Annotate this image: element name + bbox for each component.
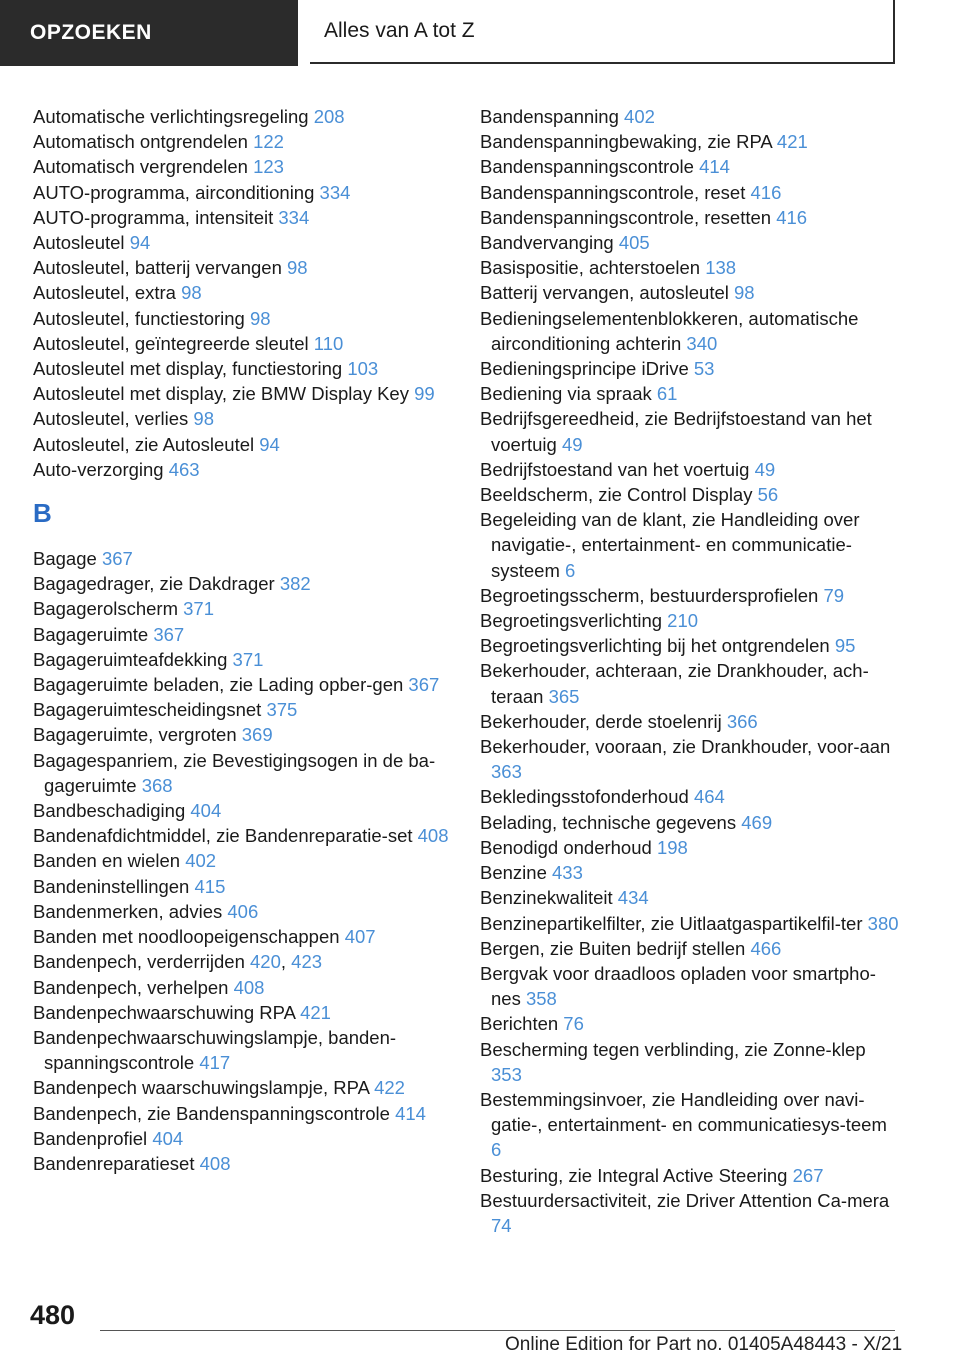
page-ref-link[interactable]: 122 [253,131,284,153]
page-ref-link[interactable]: 406 [227,900,259,922]
entry-text: Bandenmerken, advies [33,900,223,922]
footer-divider [100,1330,895,1331]
entry-text: Besturing, zie Integral Active Steering [480,1164,788,1186]
entry-text: Bandenspanning [480,106,619,127]
page-ref-link[interactable]: 421 [776,131,808,153]
footer-edition: Online Edition for Part no. 01405A48443 - X/21 [505,1334,903,1355]
entry-text: Begroetingsverlichting bij het ontgrendelen [480,635,830,657]
index-entry [480,129,900,154]
index-entry [33,104,453,129]
index-entry [33,823,453,848]
entry-text: Bekerhouder, derde stoelenrij [480,710,722,732]
page-ref-link[interactable]: 371 [183,598,215,620]
entry-text: Bekledingsstofonderhoud [480,786,689,808]
entry-text: Bedieningsprincipe iDrive [480,358,689,380]
page-ref-link[interactable]: 79 [823,584,845,606]
entry-text: Batterij vervangen, autosleutel [480,282,729,304]
page-ref-link[interactable]: 421 [300,1001,331,1023]
ref-separator: , [280,951,292,973]
index-entry [480,583,900,608]
entry-text: Bagageruimte, vergroten [33,724,237,746]
page-ref-link[interactable]: 61 [656,383,678,405]
page-ref-link[interactable]: 56 [757,484,779,506]
page-ref-link[interactable]: 98 [287,257,308,279]
entry-text: Benzinekwaliteit [480,887,613,909]
page-ref-link[interactable]: 365 [548,685,580,707]
entry-text: Bandenpechwaarschuwing RPA [33,1001,295,1023]
page-ref-link[interactable]: 340 [686,332,718,354]
index-entry [33,722,453,747]
page-ref-link[interactable]: 95 [834,635,856,657]
index-entry [480,205,900,230]
page-ref-link[interactable]: 371 [232,648,264,670]
page-ref-link[interactable]: 49 [561,433,583,455]
entry-text: Bescherming tegen verblinding, zie Zonne-klep [480,1038,866,1060]
index-entry [33,180,453,205]
index-entry [480,230,900,255]
index-entry [33,697,453,722]
index-entry [33,381,453,406]
index-entry [480,961,900,1011]
index-entry [480,406,900,456]
index-entry [33,129,453,154]
page-ref-link[interactable]: 367 [101,548,133,570]
page-ref-link[interactable]: 98 [193,408,214,430]
index-entry [33,1000,453,1025]
page-ref-link[interactable]: 358 [525,988,557,1010]
page-ref-link[interactable]: 417 [199,1052,231,1074]
index-entry [480,658,900,708]
index-entry [33,848,453,873]
entry-text: Bandenafdichtmiddel, zie Bandenreparatie-set [33,825,413,847]
entry-text: Begeleiding van de klant, zie Handleiding over navigatie-, entertainment- en communicatie-systeem [480,509,860,581]
index-entry [480,784,900,809]
entry-text: Bandenreparatieset [33,1152,195,1174]
page-ref-link[interactable]: 367 [408,674,440,696]
index-list-a [33,104,453,482]
index-entry [33,596,453,621]
index-entry [33,647,453,672]
page-ref-link[interactable]: 334 [278,206,310,228]
page-ref-link[interactable]: 433 [552,862,583,884]
entry-text: Bagage [33,548,97,570]
page-ref-link[interactable]: 94 [129,232,151,254]
page-ref-link[interactable]: 463 [168,458,200,480]
entry-text: Bandbeschadiging [33,800,186,822]
page-ref-link[interactable]: 98 [250,307,271,329]
index-entry [33,230,453,255]
index-entry [33,154,453,179]
entry-text: Bandenpech, zie Bandenspanningscontrole [33,1102,390,1124]
section-tab [0,0,298,66]
page-ref-link[interactable]: 123 [253,156,284,178]
page-ref-link[interactable]: 414 [395,1102,426,1124]
entry-text: Bergvak voor draadloos opladen voor smartpho-nes [480,962,876,1010]
page-ref-link[interactable]: 407 [344,926,376,948]
index-entry [33,331,453,356]
index-entry [33,571,453,596]
entry-text: Bandenpechwaarschuwingslampje, banden-spanningscontrole [33,1026,397,1074]
entry-text: Automatisch ontgrendelen [33,131,248,153]
index-entry [480,180,900,205]
index-entry [480,154,900,179]
index-entry [480,255,900,280]
entry-text: AUTO-programma, airconditioning [33,181,315,203]
page-number: 480 [30,1300,76,1330]
entry-text: Bandenspanningscontrole, reset [480,181,746,203]
page-ref-link[interactable]: 416 [750,181,782,203]
entry-text: Bagagedrager, zie Dakdrager [33,573,275,595]
index-column-left [33,104,453,1176]
entry-text: Bandenprofiel [33,1127,148,1149]
page-ref-link[interactable]: 49 [754,458,776,480]
page-ref-link[interactable]: 402 [185,850,217,872]
index-column-right [480,104,900,1238]
index-entry [480,507,900,583]
index-entry [480,306,900,356]
index-entry [33,205,453,230]
page-ref-link[interactable]: 210 [667,610,699,632]
entry-text: Belading, technische gegevens [480,811,737,833]
page-header [310,0,895,64]
index-entry [480,1188,900,1238]
entry-text: Bandenpech waarschuwingslampje, RPA [33,1077,369,1099]
page-ref-link[interactable]: 414 [699,156,730,178]
entry-text: Autosleutel, verlies [33,408,189,430]
entry-text: Bedrijfstoestand van het voertuig [480,458,750,480]
entry-text: Bestuurdersactiviteit, zie Driver Attention Ca-mera [480,1189,890,1211]
page-ref-link[interactable]: 469 [741,811,773,833]
index-entry [33,546,453,571]
page-ref-link[interactable]: 466 [750,937,782,959]
page-ref-link[interactable]: 99 [414,383,435,405]
index-entry [480,633,900,658]
page-ref-link[interactable]: 402 [624,106,655,127]
index-entry [33,1101,453,1126]
header-title: Alles van A tot Z [324,19,475,42]
entry-text: Autosleutel, extra [33,282,176,304]
index-entry [33,798,453,823]
entry-text: Autosleutel, zie Autosleutel [33,433,255,455]
entry-text: Auto-verzorging [33,458,164,480]
section-letter: B [33,498,52,529]
page-ref-link[interactable]: 74 [491,1214,512,1236]
page-ref-link[interactable]: 367 [153,623,185,645]
entry-text: Bedrijfsgereedheid, zie Bedrijfstoestand van het voertuig [480,408,872,455]
index-entry [33,899,453,924]
entry-text: Bekerhouder, achteraan, zie Drankhouder, ach-teraan [480,660,869,707]
entry-text: Berichten [480,1013,559,1035]
index-entry [480,709,900,734]
index-entry [33,280,453,305]
index-entry [480,810,900,835]
index-entry [33,622,453,647]
page-ref-link[interactable]: 408 [199,1152,231,1174]
index-entry [480,356,900,381]
page-ref-link[interactable]: 110 [313,332,344,354]
page-ref-link[interactable]: 405 [618,232,650,254]
page-ref-link[interactable]: 6 [491,1139,502,1161]
page-ref-link[interactable]: 408 [417,825,449,847]
page-ref-link[interactable]: 98 [181,282,202,304]
index-entry [480,734,900,784]
index-entry [33,457,453,482]
index-entry [480,885,900,910]
index-entry [33,306,453,331]
entry-text: Autosleutel [33,232,125,254]
entry-text: Bandenspanningscontrole, resetten [480,206,772,228]
page-ref-link[interactable]: 353 [491,1063,522,1085]
index-entry [480,1087,900,1163]
page-ref-link[interactable]: 408 [233,976,265,998]
index-entry [33,1075,453,1100]
entry-text: Bekerhouder, vooraan, zie Drankhouder, voor-aan [480,736,891,758]
page-ref-link[interactable]: 103 [347,358,379,380]
index-entry [480,936,900,961]
index-entry [33,924,453,949]
page-ref-link[interactable]: 94 [259,433,280,455]
page-ref-link[interactable]: 98 [734,282,755,304]
page-ref-link[interactable]: 375 [266,699,298,721]
entry-text: Bagageruimtescheidingsnet [33,699,262,721]
entry-text: Benzinepartikelfilter, zie Uitlaatgaspartikelfil-ter [480,912,863,934]
page-ref-link[interactable]: 423 [291,951,323,973]
page-ref-link[interactable]: 434 [617,887,649,909]
index-entry [33,406,453,431]
entry-text: Benzine [480,862,547,884]
page-ref-link[interactable]: 198 [656,836,688,858]
index-entry [33,255,453,280]
index-entry [480,457,900,482]
entry-text: Benodigd onderhoud [480,836,652,858]
page-ref-link[interactable]: 369 [241,724,273,746]
entry-text: Bandeninstellingen [33,875,190,897]
page-ref-link[interactable]: 363 [491,761,522,783]
entry-text: Autosleutel met display, functiestoring [33,358,343,380]
page-ref-link[interactable]: 6 [565,559,576,581]
index-entry [33,356,453,381]
page-ref-link[interactable]: 76 [563,1013,584,1035]
index-entry [480,280,900,305]
index-entry [480,1011,900,1036]
page-ref-link[interactable]: 267 [792,1164,824,1186]
entry-text: Bedieningselementenblokkeren, automatische airconditioning achterin [480,307,859,354]
entry-text: Bagagespanriem, zie Bevestigingsogen in de ba-gageruimte [33,749,436,796]
page-ref-link[interactable]: 334 [319,181,351,203]
page-ref-link[interactable]: 366 [726,710,758,732]
entry-text: Bandenspanningbewaking, zie RPA [480,131,772,153]
index-entry [480,608,900,633]
entry-text: Beeldscherm, zie Control Display [480,484,753,506]
index-entry [480,1163,900,1188]
entry-text: Begroetingsverlichting [480,610,663,632]
page-ref-link[interactable]: 416 [776,206,808,228]
page-ref-link[interactable]: 138 [705,257,737,279]
entry-text: Autosleutel met display, zie BMW Display Key [33,383,409,405]
entry-text: Bagageruimte [33,623,149,645]
entry-text: Autosleutel, functiestoring [33,307,245,329]
page-ref-link[interactable]: 382 [279,573,311,595]
index-entry [33,432,453,457]
entry-text: Banden en wielen [33,850,181,872]
index-entry [480,911,900,936]
page-ref-link[interactable]: 208 [313,106,345,127]
entry-text: Bandenpech, verderrijden [33,951,245,973]
entry-text: Bestemmingsinvoer, zie Handleiding over navi-gatie-, entertainment- en communicatiesys-teem [480,1088,887,1136]
page-ref-link[interactable]: 415 [194,875,226,897]
entry-text: Banden met noodloopeigenschappen [33,926,340,948]
entry-text: Basispositie, achterstoelen [480,257,701,279]
entry-text: Bandvervanging [480,232,614,254]
page-ref-link[interactable]: 53 [693,358,715,380]
entry-text: Bagageruimte beladen, zie Lading opber-gen [33,674,404,696]
page-ref-link[interactable]: 420 [250,951,281,973]
index-entry [33,1126,453,1151]
index-entry [33,1025,453,1075]
entry-text: Bandenpech, verhelpen [33,976,229,998]
page-ref-link[interactable]: 368 [141,774,173,796]
page-ref-link[interactable]: 422 [374,1077,405,1099]
index-entry [33,874,453,899]
index-entry [480,1037,900,1087]
index-entry [33,748,453,798]
entry-text: Bergen, zie Buiten bedrijf stellen [480,937,746,959]
entry-text: Autosleutel, geïntegreerde sleutel [33,332,309,354]
index-entry [480,860,900,885]
entry-text: Autosleutel, batterij vervangen [33,257,282,279]
entry-text: Bagagerolscherm [33,598,178,620]
index-list-b [33,546,453,1176]
entry-text: Bediening via spraak [480,383,652,405]
section-label: OPZOEKEN [30,21,152,44]
index-entry [480,482,900,507]
index-entry [480,381,900,406]
entry-text: Begroetingsscherm, bestuurdersprofielen [480,584,819,606]
index-entry [480,835,900,860]
page-ref-link[interactable]: 464 [693,786,725,808]
index-list-right [480,104,900,1238]
index-entry [33,975,453,1000]
index-entry [33,949,453,974]
entry-text: Bandenspanningscontrole [480,156,694,178]
page-ref-link[interactable]: 380 [867,912,899,934]
entry-text: Bagageruimteafdekking [33,648,228,670]
page-ref-link[interactable]: 404 [152,1127,184,1149]
index-entry [480,104,900,129]
index-entry [33,1151,453,1176]
entry-text: AUTO-programma, intensiteit [33,206,274,228]
entry-text: Automatische verlichtingsregeling [33,106,309,127]
entry-text: Automatisch vergrendelen [33,156,248,178]
index-entry [33,672,453,697]
page-ref-link[interactable]: 404 [190,800,222,822]
